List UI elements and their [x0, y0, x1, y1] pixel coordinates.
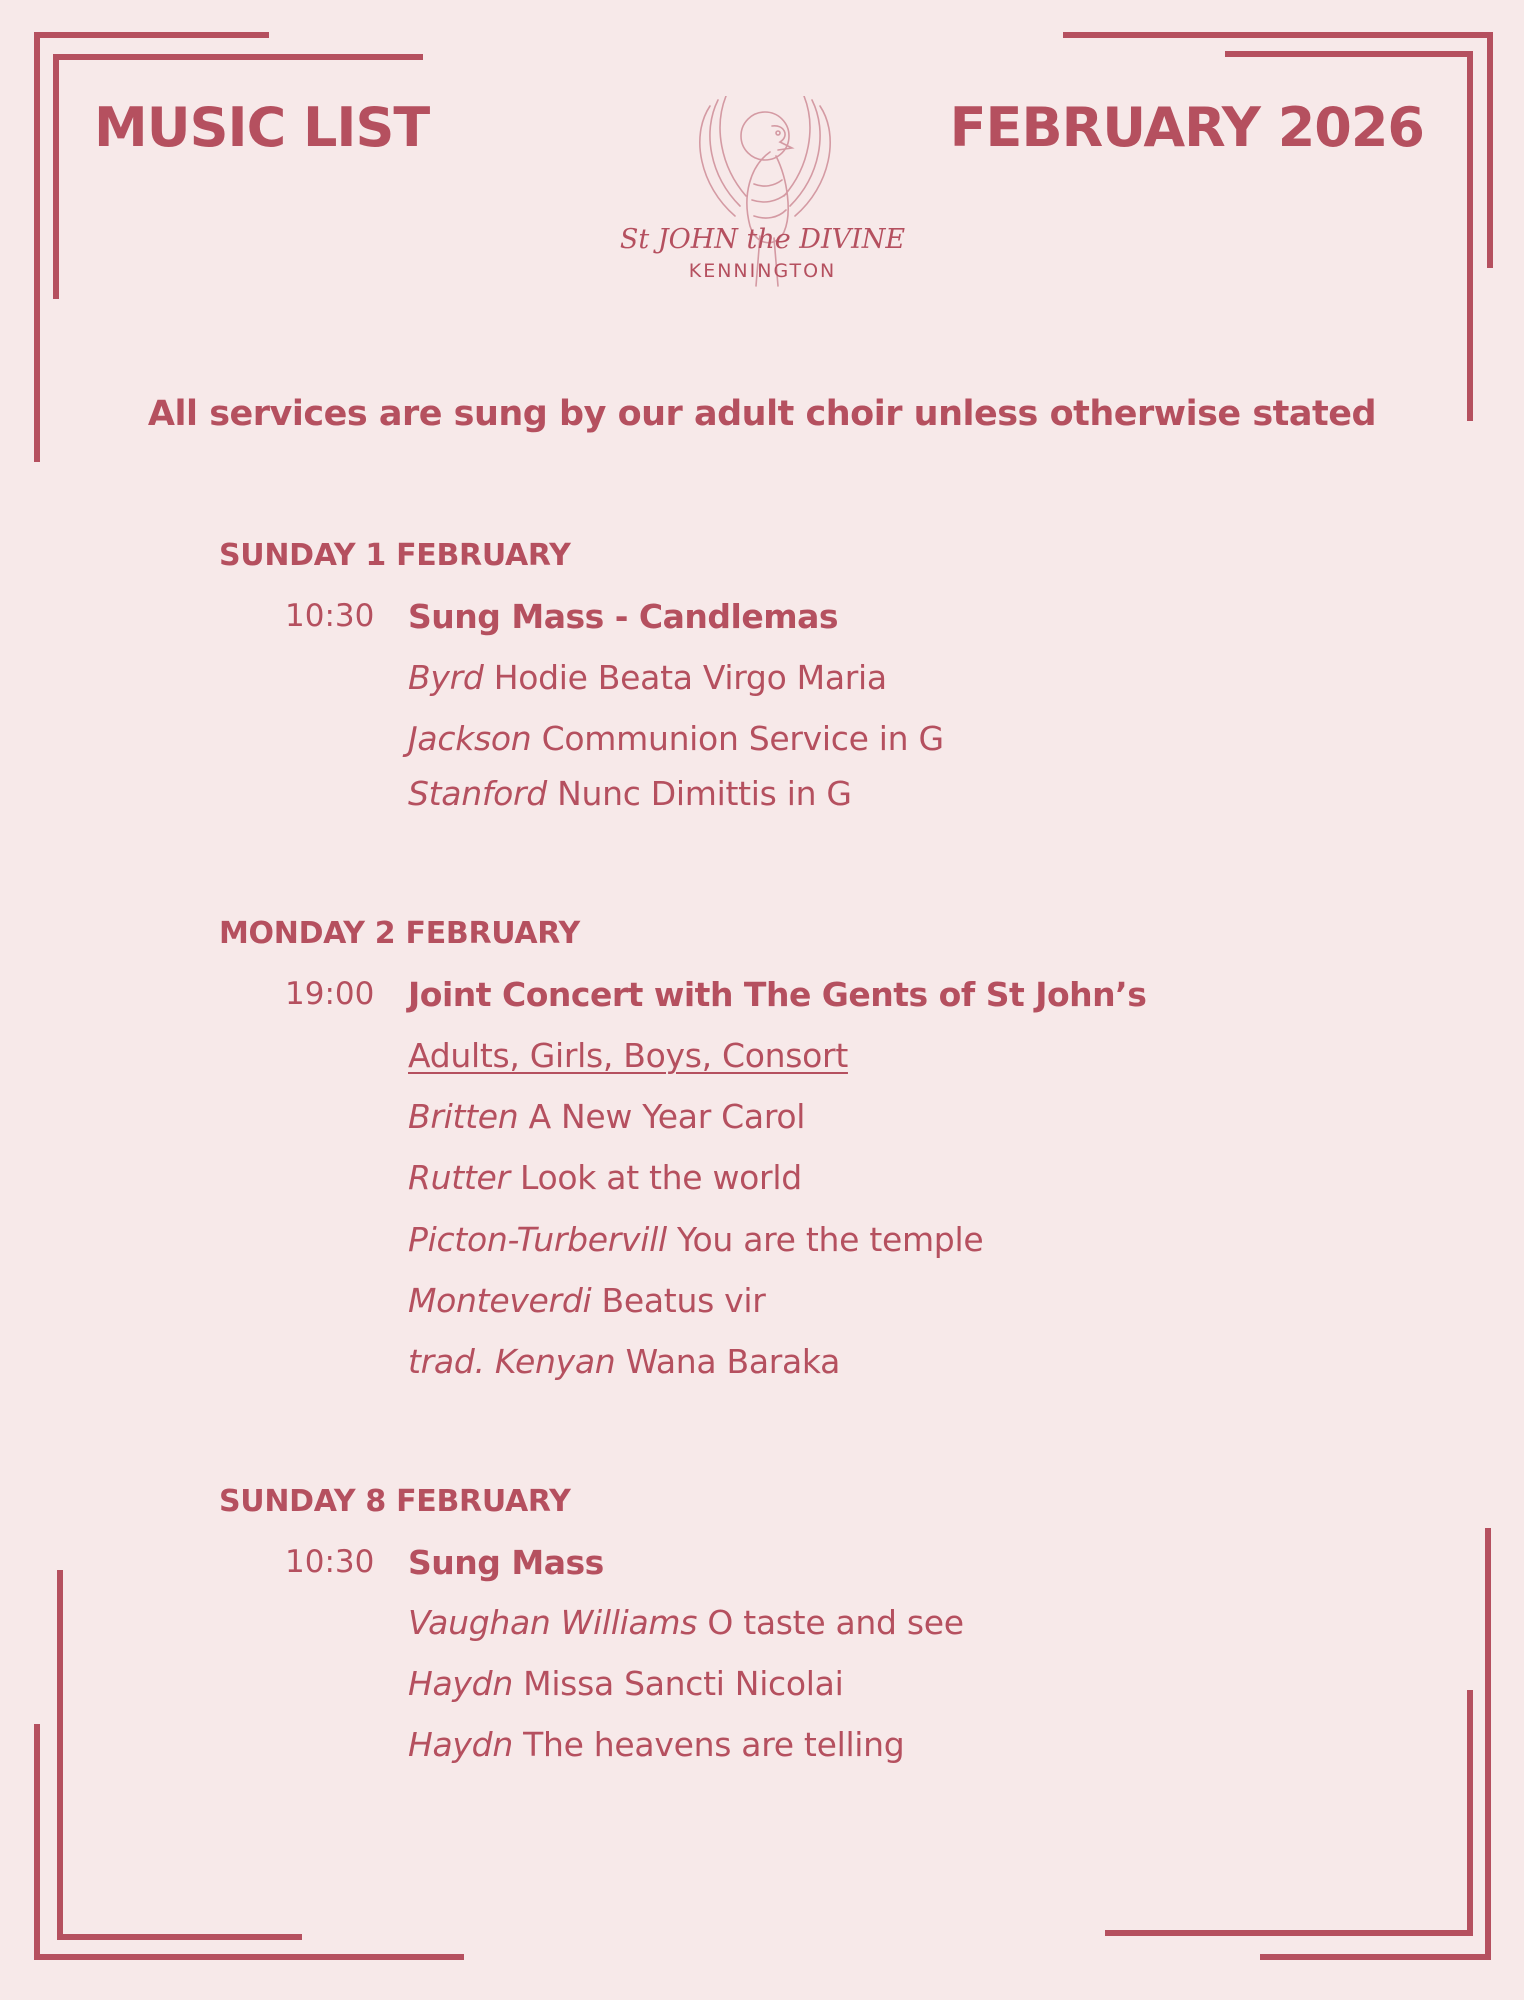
work-title: Wana Baraka	[625, 1342, 841, 1381]
composer: Stanford	[408, 774, 547, 813]
work-title: Hodie Beata Virgo Maria	[493, 658, 887, 697]
day-heading: SUNDAY 8 FEBRUARY	[219, 1484, 571, 1519]
service-time: 10:30	[285, 598, 375, 634]
work-title: The heavens are telling	[523, 1725, 905, 1764]
page-title: MUSIC LIST	[94, 96, 430, 159]
work-title: Nunc Dimittis in G	[557, 774, 852, 813]
music-item	[408, 658, 887, 697]
music-item	[408, 1664, 843, 1703]
composer: Haydn	[408, 1725, 513, 1764]
work-title: O taste and see	[707, 1603, 964, 1642]
work-title: Look at the world	[520, 1158, 802, 1197]
service-title: Joint Concert with The Gents of St John’s	[408, 975, 1147, 1014]
composer: Byrd	[408, 658, 484, 697]
month-title: FEBRUARY 2026	[949, 96, 1424, 159]
work-title: A New Year Carol	[528, 1097, 806, 1136]
composer: Haydn	[408, 1664, 513, 1703]
composer: Rutter	[408, 1158, 510, 1197]
performers-note: Adults, Girls, Boys, Consort	[408, 1036, 848, 1075]
work-title: Communion Service in G	[541, 719, 944, 758]
church-location: KENNINGTON	[688, 260, 837, 282]
service-time: 10:30	[285, 1544, 375, 1580]
music-item	[408, 774, 852, 813]
service-time: 19:00	[285, 976, 375, 1012]
composer: trad. Kenyan	[408, 1342, 616, 1381]
composer: Picton-Turbervill	[408, 1220, 667, 1259]
service-title: Sung Mass	[408, 1543, 604, 1582]
music-item	[408, 719, 944, 758]
music-item	[408, 1342, 840, 1381]
work-title: Beatus vir	[601, 1281, 766, 1320]
church-logo	[610, 96, 915, 291]
composer: Vaughan Williams	[408, 1603, 698, 1642]
music-item	[408, 1097, 805, 1136]
composer: Monteverdi	[408, 1281, 592, 1320]
service-title: Sung Mass - Candlemas	[408, 597, 839, 636]
choir-note: All services are sung by our adult choir unless otherwise stated	[147, 394, 1377, 434]
music-item	[408, 1281, 766, 1320]
music-item	[408, 1220, 983, 1259]
music-item	[408, 1725, 904, 1764]
work-title: Missa Sancti Nicolai	[523, 1664, 844, 1703]
music-item	[408, 1158, 802, 1197]
day-heading: MONDAY 2 FEBRUARY	[219, 916, 580, 951]
composer: Britten	[408, 1097, 519, 1136]
composer: Jackson	[408, 719, 532, 758]
music-item	[408, 1603, 964, 1642]
work-title: You are the temple	[677, 1220, 984, 1259]
day-heading: SUNDAY 1 FEBRUARY	[219, 538, 571, 573]
church-name: St JOHN the DIVINE	[619, 224, 906, 255]
